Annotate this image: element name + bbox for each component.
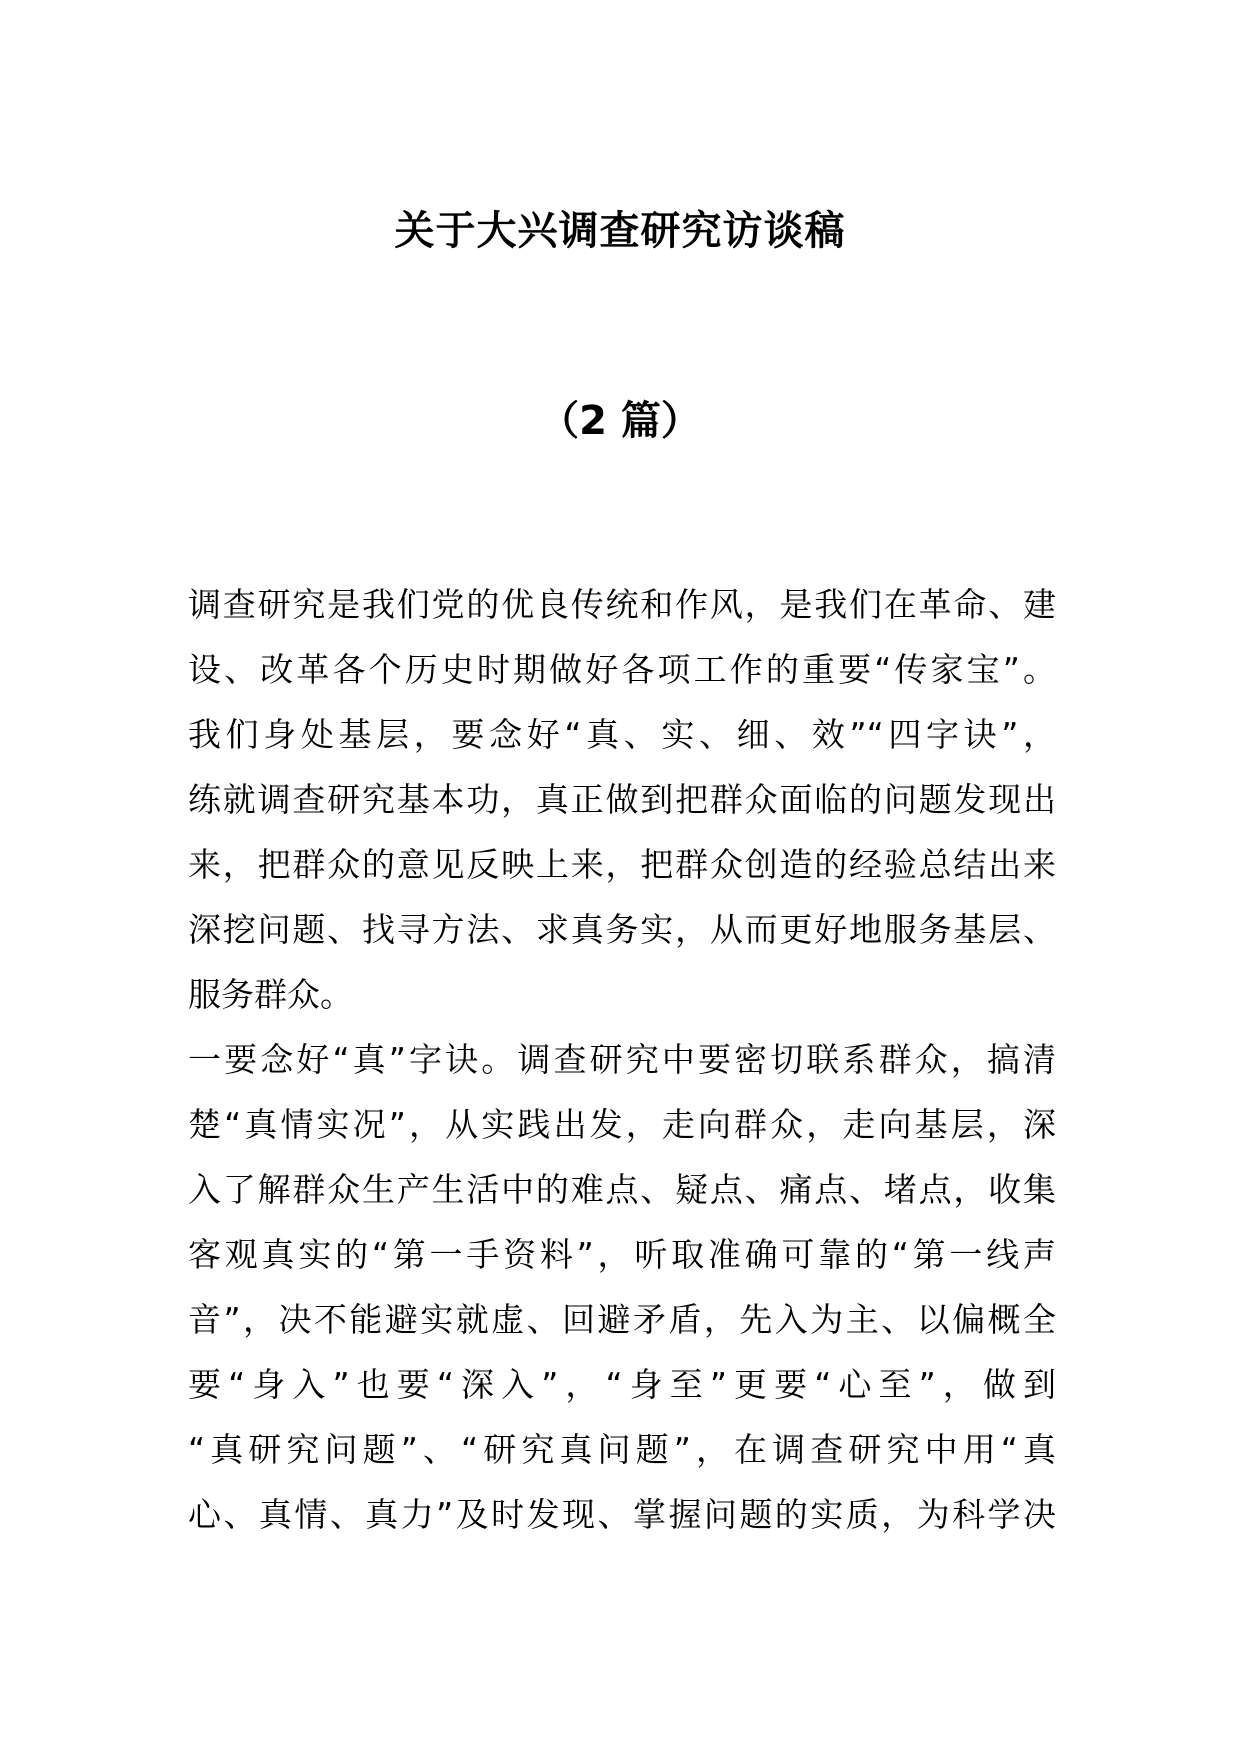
body-line: 客观真实的“第一手资料”，听取准确可靠的“第一线声 xyxy=(188,1235,1056,1274)
body-line: 要“身入”也要“深入”，“身至”更要“心至”，做到 xyxy=(188,1365,1056,1404)
body-line: 我们身处基层，要念好“真、实、细、效”“四字诀”， xyxy=(188,715,1056,754)
body-text xyxy=(188,572,1056,1547)
body-line: 一要念好“真”字诀。调查研究中要密切联系群众，搞清 xyxy=(188,1040,1056,1079)
document-subtitle: （2 篇） xyxy=(539,398,701,444)
body-line: 设、改革各个历史时期做好各项工作的重要“传家宝”。 xyxy=(188,650,1056,689)
body-line: 楚“真情实况”，从实践出发，走向群众，走向基层，深 xyxy=(188,1105,1056,1144)
body-line: 服务群众。 xyxy=(188,975,353,1014)
body-line: 心、真情、真力”及时发现、掌握问题的实质，为科学决 xyxy=(188,1495,1056,1534)
document-title: 关于大兴调查研究访谈稿 xyxy=(394,208,846,254)
body-line: “真研究问题”、“研究真问题”，在调查研究中用“真 xyxy=(188,1430,1056,1469)
body-line: 深挖问题、找寻方法、求真务实，从而更好地服务基层、 xyxy=(188,910,1056,949)
body-line: 来，把群众的意见反映上来，把群众创造的经验总结出来 xyxy=(188,845,1056,884)
body-line: 入了解群众生产生活中的难点、疑点、痛点、堵点，收集 xyxy=(188,1170,1056,1209)
body-line: 音”，决不能避实就虚、回避矛盾，先入为主、以偏概全 xyxy=(188,1300,1056,1339)
body-line: 练就调查研究基本功，真正做到把群众面临的问题发现出 xyxy=(188,780,1056,819)
body-line: 调查研究是我们党的优良传统和作风，是我们在革命、建 xyxy=(188,585,1056,624)
